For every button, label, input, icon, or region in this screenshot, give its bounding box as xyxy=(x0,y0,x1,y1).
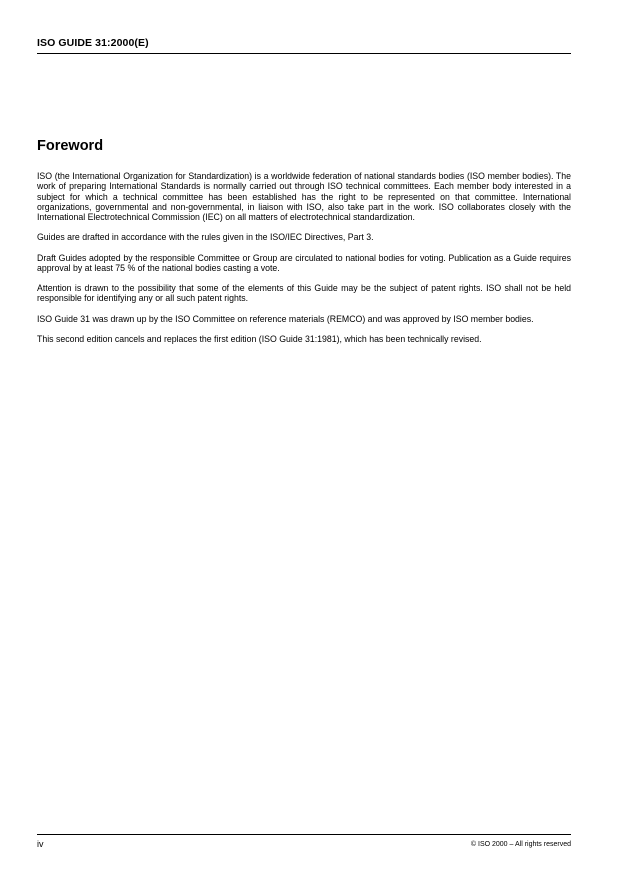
foreword-body xyxy=(37,171,571,354)
paragraph-second-edition: This second edition cancels and replaces the first edition (ISO Guide 31:1981), which has been technically revised. xyxy=(37,333,482,344)
section-heading: Foreword xyxy=(37,138,104,154)
paragraph-iso-intro: ISO (the International Organization for Standardization) is a worldwide federation of national standards bodies (ISO member bodies). The work of preparing International Standards is normally carried out through ISO technical committees. Each member body interested in a subject for which a technical committee has been established has the right to be represented on that committee. International organizations, governmental and non-governmental, in liaison with ISO, also take part in the work. ISO collaborates closely with the International Electrotechnical Commission (IEC) on all matters of electrotechnical standardization. xyxy=(37,171,571,222)
paragraph-draft-guides: Draft Guides adopted by the responsible Committee or Group are circulated to national bodies for voting. Publication as a Guide requires approval by at least 75 % of the national bodies casting a vote. xyxy=(37,252,571,273)
paragraph-patent-rights: Attention is drawn to the possibility that some of the elements of this Guide may be the subject of patent rights. ISO shall not be held responsible for identifying any or all such patent rights. xyxy=(37,283,571,304)
footer-page-number: iv xyxy=(37,839,44,849)
paragraph-remco: ISO Guide 31 was drawn up by the ISO Committee on reference materials (REMCO) and was approved by ISO member bodies. xyxy=(37,313,534,324)
footer-divider xyxy=(37,834,571,835)
footer-copyright: © ISO 2000 – All rights reserved xyxy=(470,841,571,848)
document-header-title: ISO GUIDE 31:2000(E) xyxy=(37,37,149,49)
paragraph-guides-drafting: Guides are drafted in accordance with the rules given in the ISO/IEC Directives, Part 3. xyxy=(37,232,374,243)
header-divider xyxy=(37,53,571,54)
